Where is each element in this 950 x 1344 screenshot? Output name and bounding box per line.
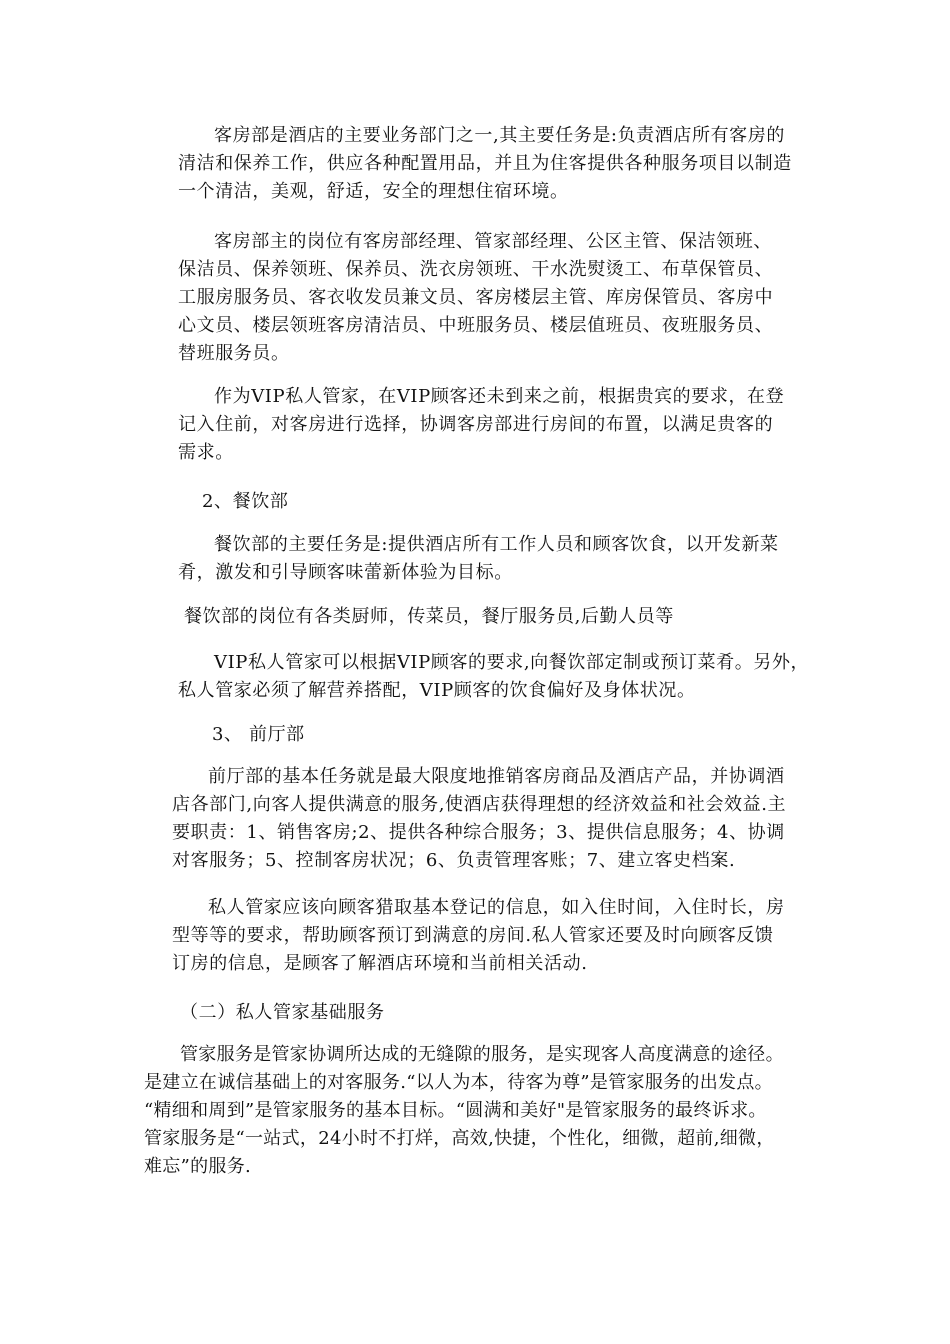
- text-line: “精细和周到”是管家服务的基本目标。“圆满和美好"是管家服务的最终诉求。: [144, 1100, 767, 1121]
- paragraph-food-beverage-positions: [184, 603, 674, 631]
- text-line: 是建立在诚信基础上的对客服务.“以人为本，待客为尊”是管家服务的出发点。: [144, 1072, 773, 1093]
- text-line: 工服房服务员、客衣收发员兼文员、客房楼层主管、库房保管员、客房中: [178, 287, 774, 308]
- text-line: 一个清洁，美观，舒适，安全的理想住宿环境。: [178, 181, 569, 202]
- paragraph-vip-housekeeping: [178, 383, 784, 467]
- text-line: 店各部门,向客人提供满意的服务,使酒店获得理想的经济效益和社会效益.主: [172, 794, 787, 815]
- text-line: 清洁和保养工作，供应各种配置用品，并且为住客提供各种服务项目以制造: [178, 153, 792, 174]
- text-line: 对客服务；5、控制客房状况；6、负责管理客账；7、建立客史档案.: [172, 850, 736, 871]
- text-line: 餐饮部的岗位有各类厨师，传菜员，餐厅服务员,后勤人员等: [184, 606, 674, 627]
- paragraph-housekeeping-intro: [178, 122, 792, 206]
- text-line: 前厅部的基本任务就是最大限度地推销客房商品及酒店产品，并协调酒: [208, 766, 785, 787]
- text-line: 肴，激发和引导顾客味蕾新体验为目标。: [178, 562, 513, 583]
- text-line: 记入住前，对客房进行选择，协调客房部进行房间的布置，以满足贵客的: [178, 414, 774, 435]
- text-line: 管家服务是管家协调所达成的无缝隙的服务，是实现客人高度满意的途径。: [180, 1044, 784, 1065]
- text-line: 私人管家必须了解营养搭配，VIP顾客的饮食偏好及身体状况。: [178, 680, 696, 701]
- paragraph-housekeeping-positions: [178, 228, 773, 368]
- section-heading-butler-basic-service: [180, 999, 385, 1027]
- text-line: 要职责：1、销售客房;2、提供各种综合服务；3、提供信息服务；4、协调: [172, 822, 785, 843]
- text-line: 私人管家应该向顾客猎取基本登记的信息，如入住时间，入住时长，房: [208, 897, 785, 918]
- text-line: 需求。: [178, 442, 234, 463]
- section-heading: 3、 前厅部: [212, 724, 305, 745]
- text-line: 订房的信息，是顾客了解酒店环境和当前相关活动.: [172, 953, 588, 974]
- text-line: 型等等的要求，帮助顾客预订到满意的房间.私人管家还要及时向顾客反馈: [172, 925, 774, 946]
- section-heading: （二）私人管家基础服务: [180, 1002, 385, 1023]
- paragraph-food-beverage-task: [178, 531, 779, 587]
- text-line: 替班服务员。: [178, 343, 290, 364]
- section-heading: 2、餐饮部: [202, 491, 289, 512]
- text-line: 难忘”的服务.: [144, 1156, 252, 1177]
- text-line: 作为VIP私人管家，在VIP顾客还未到来之前，根据贵宾的要求，在登: [214, 386, 785, 407]
- paragraph-vip-dining: [178, 649, 809, 705]
- section-heading-food-beverage: [202, 488, 288, 516]
- section-heading-front-office: [212, 721, 305, 749]
- text-line: 管家服务是“一站式，24小时不打烊，高效,快捷，个性化，细微，超前,细微，: [144, 1128, 775, 1149]
- paragraph-butler-service-definition: [144, 1041, 784, 1181]
- paragraph-front-office-duties: [172, 763, 786, 875]
- paragraph-butler-booking: [172, 894, 785, 978]
- text-line: 保洁员、保养领班、保养员、洗衣房领班、干水洗熨烫工、布草保管员、: [178, 259, 774, 280]
- text-line: 餐饮部的主要任务是:提供酒店所有工作人员和顾客饮食，以开发新菜: [214, 534, 779, 555]
- text-line: 客房部主的岗位有客房部经理、管家部经理、公区主管、保洁领班、: [214, 231, 772, 252]
- text-line: 客房部是酒店的主要业务部门之一,其主要任务是:负责酒店所有客房的: [214, 125, 785, 146]
- text-line: 心文员、楼层领班客房清洁员、中班服务员、楼层值班员、夜班服务员、: [178, 315, 774, 336]
- text-line: VIP私人管家可以根据VIP顾客的要求,向餐饮部定制或预订菜肴。另外，: [214, 652, 810, 673]
